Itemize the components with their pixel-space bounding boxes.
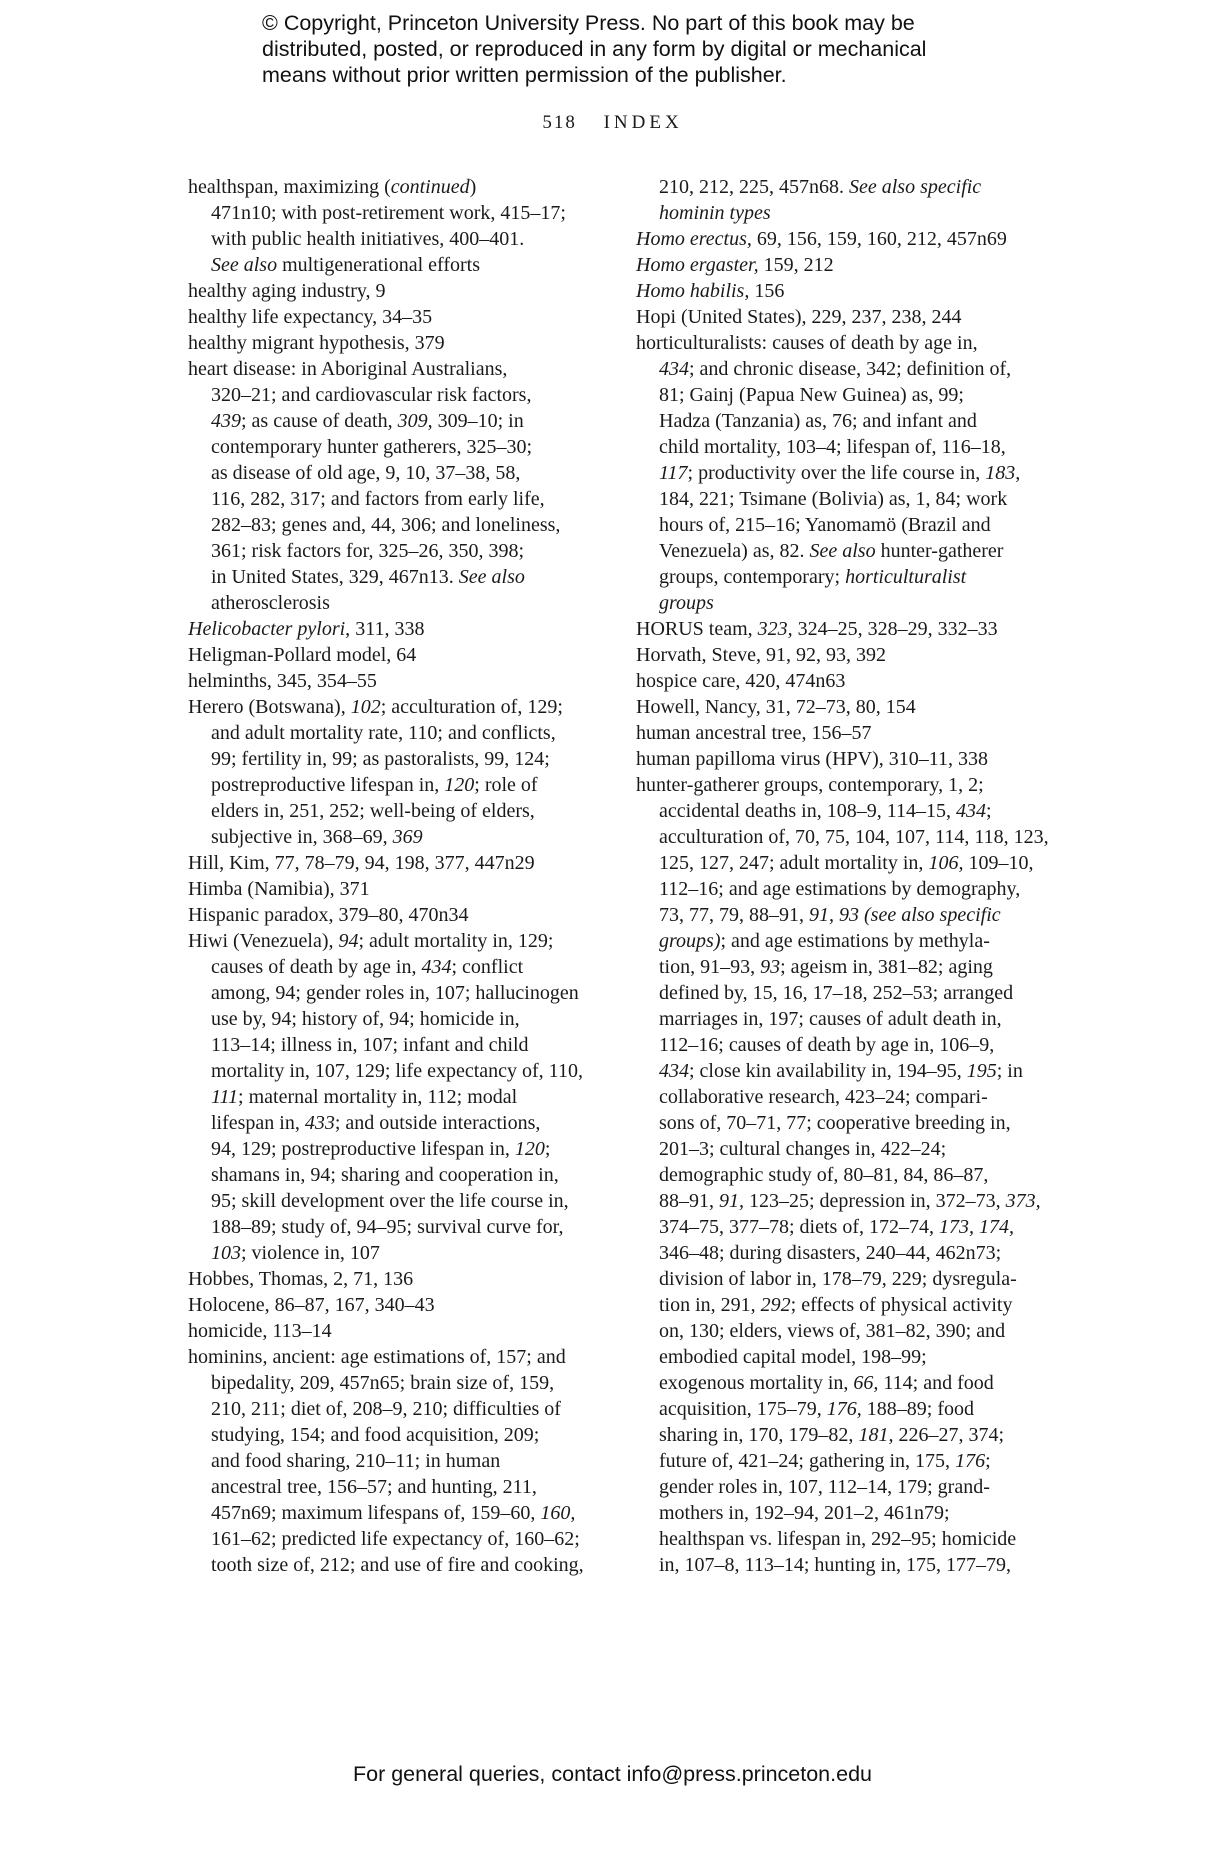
index-entry — [188, 694, 613, 720]
index-entry — [636, 720, 1061, 746]
index-text-run: 66, — [853, 1372, 879, 1394]
index-entry-continuation — [188, 1422, 613, 1448]
index-entry-continuation — [188, 1110, 613, 1136]
index-entry-continuation — [636, 512, 1061, 538]
index-text-run: 183, — [985, 462, 1021, 484]
index-text-run: 439 — [211, 410, 241, 432]
index-text-run: horticulturalist — [845, 566, 967, 588]
index-entry-continuation — [636, 1370, 1061, 1396]
index-text-run: with public health initiatives, 400–401. — [211, 228, 525, 250]
index-text-run: 94 — [338, 930, 359, 952]
index-text-run: 176 — [955, 1450, 986, 1472]
index-text-run: ; and age estimations by methyla- — [720, 930, 990, 952]
index-text-run: 112–16; causes of death by age in, 106–9, — [659, 1034, 995, 1056]
index-text-run: 282–83; genes and, 44, 306; and loneliness, — [211, 514, 561, 536]
index-entry-continuation — [188, 824, 613, 850]
index-text-run: 113–14; illness in, 107; infant and child — [211, 1034, 529, 1056]
index-entry-continuation — [636, 1032, 1061, 1058]
index-text-run: 311, 338 — [350, 618, 425, 640]
index-entry-continuation — [636, 1084, 1061, 1110]
index-text-run: sons of, 70–71, 77; cooperative breeding in, — [659, 1112, 1011, 1134]
index-entry — [188, 278, 613, 304]
index-text-run: 111 — [211, 1086, 239, 1108]
index-text-run: Helicobacter pylori, — [188, 618, 351, 640]
index-text-run: healthspan vs. lifespan in, 292–95; homicide — [659, 1528, 1017, 1550]
index-text-run: 373, — [1005, 1190, 1041, 1212]
index-entry — [188, 668, 613, 694]
index-text-run: Hispanic paradox, 379–80, 470n34 — [188, 904, 469, 926]
index-text-run: 69, 156, 159, 160, 212, 457n69 — [751, 228, 1007, 250]
index-entry — [188, 902, 613, 928]
index-text-run: ; conflict — [451, 956, 524, 978]
index-entry-continuation — [636, 356, 1061, 382]
index-text-run: 156 — [749, 280, 785, 302]
index-entry-continuation — [636, 850, 1061, 876]
index-text-run: ; — [544, 1138, 551, 1160]
index-text-run: 188–89; study of, 94–95; survival curve for, — [211, 1216, 564, 1238]
copyright-line: distributed, posted, or reproduced in any form by digital or mechanical — [262, 37, 927, 61]
index-text-run: among, 94; gender roles in, 107; hallucinogen — [211, 982, 579, 1004]
index-text-run: 374–75, 377–78; diets of, 172–74, — [659, 1216, 939, 1238]
index-text-run: ; in — [996, 1060, 1023, 1082]
index-text-run: hunter-gatherer — [875, 540, 1004, 562]
index-text-run: elders in, 251, 252; well-being of elders, — [211, 800, 535, 822]
section-title: INDEX — [603, 112, 683, 133]
index-text-run: 210, 212, 225, 457n68. — [659, 176, 849, 198]
index-text-run: collaborative research, 423–24; compari- — [659, 1086, 988, 1108]
index-entry-continuation — [188, 1370, 613, 1396]
index-entry-continuation — [188, 434, 613, 460]
index-entry-continuation — [188, 538, 613, 564]
index-text-run: 188–89; food — [861, 1398, 974, 1420]
index-entry-continuation — [636, 564, 1061, 590]
index-text-run: hominin types — [659, 202, 771, 224]
index-entry-continuation — [188, 1526, 613, 1552]
index-text-run: 292 — [760, 1294, 791, 1316]
index-text-run: acculturation of, 70, 75, 104, 107, 114, 118, 123, — [659, 826, 1049, 848]
index-text-run: human ancestral tree, 156–57 — [636, 722, 872, 744]
index-entry-continuation — [188, 408, 613, 434]
index-text-run: 434 — [421, 956, 452, 978]
index-text-run: 434 — [955, 800, 986, 822]
index-text-run: in United States, 329, 467n13. — [211, 566, 459, 588]
index-entry-continuation — [636, 928, 1061, 954]
index-text-run: human papilloma virus (HPV), 310–11, 338 — [636, 748, 989, 770]
page-number: 518 — [542, 112, 577, 133]
index-text-run: ; adult mortality in, 129; — [358, 930, 554, 952]
index-text-run: Hadza (Tanzania) as, 76; and infant and — [659, 410, 977, 432]
index-text-run: Hobbes, Thomas, 2, 71, 136 — [188, 1268, 414, 1290]
index-entry-continuation — [188, 798, 613, 824]
index-entry-continuation — [188, 954, 613, 980]
index-text-run: 95; skill development over the life course in, — [211, 1190, 569, 1212]
index-text-run: ; as cause of death, — [241, 410, 398, 432]
index-text-run: on, 130; elders, views of, 381–82, 390; and — [659, 1320, 1006, 1342]
index-entry-continuation — [636, 1552, 1061, 1578]
index-text-run: Hill, Kim, 77, 78–79, 94, 198, 377, 447n29 — [188, 852, 535, 874]
index-text-run: ; — [985, 1450, 991, 1472]
index-text-run: 91, — [719, 1190, 744, 1212]
index-entry — [636, 668, 1061, 694]
index-text-run: 117 — [659, 462, 688, 484]
index-entry-continuation — [188, 1058, 613, 1084]
index-entry-continuation — [636, 1188, 1061, 1214]
index-text-run: ; acculturation of, 129; — [380, 696, 563, 718]
index-text-run: 176, — [826, 1398, 862, 1420]
index-text-run: lifespan in, — [211, 1112, 305, 1134]
index-text-run: 120 — [444, 774, 475, 796]
index-entry-continuation — [188, 1500, 613, 1526]
index-text-run: tion, 91–93, — [659, 956, 761, 978]
index-entry-continuation — [188, 1240, 613, 1266]
copyright-line: means without prior written permission of the publisher. — [262, 63, 787, 87]
index-text-run: in, 107–8, 113–14; hunting in, 175, 177–79, — [659, 1554, 1012, 1576]
index-text-run: 103 — [211, 1242, 241, 1264]
index-text-run: subjective in, 368–69, — [211, 826, 393, 848]
index-text-run: gender roles in, 107, 112–14, 179; grand- — [659, 1476, 990, 1498]
index-entry — [188, 174, 613, 200]
index-entry-continuation — [188, 1396, 613, 1422]
index-entry-continuation — [188, 252, 613, 278]
index-entry-continuation — [636, 1266, 1061, 1292]
index-text-run: causes of death by age in, — [211, 956, 422, 978]
index-entry — [636, 226, 1061, 252]
index-entry-continuation — [188, 772, 613, 798]
index-text-run: 161–62; predicted life expectancy of, 160–62; — [211, 1528, 580, 1550]
index-text-run: Herero (Botswana), — [188, 696, 351, 718]
index-text-run: sharing in, 170, 179–82, — [659, 1424, 859, 1446]
index-text-run: studying, 154; and food acquisition, 209; — [211, 1424, 540, 1446]
index-text-run: accidental deaths in, 108–9, 114–15, — [659, 800, 956, 822]
index-text-run: 346–48; during disasters, 240–44, 462n73; — [659, 1242, 1002, 1264]
index-text-run: 184, 221; Tsimane (Bolivia) as, 1, 84; work — [659, 488, 1008, 510]
index-text-run: ancestral tree, 156–57; and hunting, 211, — [211, 1476, 537, 1498]
index-text-run: 73, 77, 79, 88–91, — [659, 904, 809, 926]
index-text-run: 195 — [966, 1060, 997, 1082]
index-text-run: Homo erectus, — [636, 228, 752, 250]
index-entry-continuation — [636, 1318, 1061, 1344]
index-text-run: 181, — [858, 1424, 894, 1446]
index-entry-continuation — [188, 486, 613, 512]
index-text-run: hours of, 215–16; Yanomamö (Brazil and — [659, 514, 991, 536]
index-text-run: ) — [469, 176, 477, 198]
index-text-run: 102 — [350, 696, 381, 718]
index-entry-continuation — [636, 408, 1061, 434]
index-entry-continuation — [188, 746, 613, 772]
index-text-run: 91, 93 (see also specific — [809, 904, 1001, 926]
index-text-run: as disease of old age, 9, 10, 37–38, 58, — [211, 462, 521, 484]
index-entry-continuation — [636, 460, 1061, 486]
index-text-run: 173, 174, — [939, 1216, 1014, 1238]
index-entry-continuation — [636, 798, 1061, 824]
index-entry-continuation — [636, 902, 1061, 928]
index-text-run: tooth size of, 212; and use of fire and cooking, — [211, 1554, 584, 1576]
index-text-run: ; and outside interactions, — [334, 1112, 541, 1134]
index-entry-continuation — [636, 824, 1061, 850]
index-text-run: Hopi (United States), 229, 237, 238, 244 — [636, 306, 962, 328]
index-text-run: 210, 211; diet of, 208–9, 210; difficulties of — [211, 1398, 561, 1420]
index-entry-continuation — [636, 434, 1061, 460]
index-entry-continuation — [188, 1006, 613, 1032]
index-entry-continuation — [636, 1422, 1061, 1448]
index-text-run: 323, — [757, 618, 793, 640]
index-text-run: 201–3; cultural changes in, 422–24; — [659, 1138, 947, 1160]
index-text-run: continued — [390, 176, 470, 198]
index-text-run: 159, 212 — [758, 254, 834, 276]
index-text-run: heart disease: in Aboriginal Australians, — [188, 358, 508, 380]
index-text-run: HORUS team, — [636, 618, 758, 640]
index-entry-continuation — [188, 720, 613, 746]
index-text-run: mortality in, 107, 129; life expectancy of, 110, — [211, 1060, 583, 1082]
index-entry-continuation — [188, 1188, 613, 1214]
index-text-run: marriages in, 197; causes of adult death in, — [659, 1008, 1002, 1030]
index-entry-continuation — [188, 460, 613, 486]
index-text-run: 94, 129; postreproductive lifespan in, — [211, 1138, 515, 1160]
index-entry-continuation — [188, 980, 613, 1006]
index-entry-continuation — [188, 1448, 613, 1474]
index-text-run: 114; and food — [878, 1372, 994, 1394]
index-entry — [636, 694, 1061, 720]
index-entry — [188, 616, 613, 642]
index-column-right — [636, 174, 1061, 1578]
index-text-run: Homo ergaster, — [636, 254, 759, 276]
index-text-run: hunter-gatherer groups, contemporary, 1, 2; — [636, 774, 984, 796]
index-entry-continuation — [636, 1292, 1061, 1318]
index-text-run: See also — [211, 254, 278, 276]
index-text-run: helminths, 345, 354–55 — [188, 670, 377, 692]
index-text-run: 160, — [540, 1502, 576, 1524]
index-entry-continuation — [636, 876, 1061, 902]
index-text-run: Himba (Namibia), 371 — [188, 878, 370, 900]
index-entry-continuation — [636, 1240, 1061, 1266]
index-entry-continuation — [636, 980, 1061, 1006]
index-text-run: 309 — [397, 410, 428, 432]
index-text-run: ; ageism in, 381–82; aging — [780, 956, 993, 978]
index-column-left — [188, 174, 613, 1578]
index-text-run: ; role of — [474, 774, 538, 796]
index-entry-continuation — [636, 1500, 1061, 1526]
index-text-run: Hiwi (Venezuela), — [188, 930, 339, 952]
index-entry-continuation — [188, 200, 613, 226]
index-text-run: postreproductive lifespan in, — [211, 774, 445, 796]
index-entry-continuation — [636, 538, 1061, 564]
index-entry-continuation — [188, 1214, 613, 1240]
index-text-run: Heligman-Pollard model, 64 — [188, 644, 417, 666]
copyright-notice — [262, 10, 1022, 88]
index-entry-continuation — [636, 1448, 1061, 1474]
index-entry-continuation — [188, 1032, 613, 1058]
index-entry-continuation — [188, 564, 613, 590]
index-entry — [636, 746, 1061, 772]
index-entry — [636, 772, 1061, 798]
index-entry-continuation — [188, 1552, 613, 1578]
index-entry-continuation — [636, 486, 1061, 512]
index-text-run: division of labor in, 178–79, 229; dysregula- — [659, 1268, 1017, 1290]
index-entry-continuation — [188, 382, 613, 408]
index-text-run: 471n10; with post-retirement work, 415–17; — [211, 202, 566, 224]
index-text-run: 81; Gainj (Papua New Guinea) as, 99; — [659, 384, 964, 406]
index-text-run: healthy life expectancy, 34–35 — [188, 306, 433, 328]
index-entry — [188, 356, 613, 382]
index-text-run: acquisition, 175–79, — [659, 1398, 827, 1420]
index-entry — [188, 1292, 613, 1318]
index-text-run: hominins, ancient: age estimations of, 157; and — [188, 1346, 566, 1368]
index-entry-continuation — [636, 1110, 1061, 1136]
index-text-run: shamans in, 94; sharing and cooperation in, — [211, 1164, 559, 1186]
index-text-run: 434 — [659, 1060, 689, 1082]
index-text-run: healthy migrant hypothesis, 379 — [188, 332, 445, 354]
index-entry-continuation — [636, 1006, 1061, 1032]
index-text-run: 457n69; maximum lifespans of, 159–60, — [211, 1502, 541, 1524]
index-entry-continuation — [636, 1162, 1061, 1188]
index-text-run: groups) — [659, 930, 721, 952]
index-text-run: 434 — [659, 358, 689, 380]
index-text-run: 361; risk factors for, 325–26, 350, 398; — [211, 540, 525, 562]
copyright-line: © Copyright, Princeton University Press. No part of this book may be — [262, 11, 915, 35]
index-entry-continuation — [188, 226, 613, 252]
index-text-run: 433 — [304, 1112, 335, 1134]
index-entry-continuation — [636, 954, 1061, 980]
index-text-run: See also — [809, 540, 876, 562]
index-entry — [636, 330, 1061, 356]
index-entry — [188, 1266, 613, 1292]
index-text-run: 99; fertility in, 99; as pastoralists, 99, 124; — [211, 748, 550, 770]
index-text-run: 116, 282, 317; and factors from early life, — [211, 488, 545, 510]
index-entry — [188, 876, 613, 902]
index-text-run: ; close kin availability in, 194–95, — [689, 1060, 967, 1082]
index-text-run: use by, 94; history of, 94; homicide in, — [211, 1008, 520, 1030]
index-entry-continuation — [636, 174, 1061, 200]
index-text-run: 320–21; and cardiovascular risk factors, — [211, 384, 532, 406]
index-text-run: ; effects of physical activity — [790, 1294, 1013, 1316]
index-entry-continuation — [636, 200, 1061, 226]
index-text-run: contemporary hunter gatherers, 325–30; — [211, 436, 533, 458]
index-text-run: healthy aging industry, 9 — [188, 280, 386, 302]
index-entry-continuation — [636, 1474, 1061, 1500]
index-text-run: tion in, 291, — [659, 1294, 761, 1316]
index-entry — [188, 928, 613, 954]
index-text-run: 120 — [514, 1138, 545, 1160]
index-text-run: healthspan, maximizing ( — [188, 176, 391, 198]
index-entry-continuation — [636, 1344, 1061, 1370]
index-text-run: homicide, 113–14 — [188, 1320, 332, 1342]
index-entry — [636, 278, 1061, 304]
index-entry-continuation — [636, 382, 1061, 408]
index-text-run: Venezuela) as, 82. — [659, 540, 810, 562]
index-text-run: 369 — [392, 826, 423, 848]
index-text-run: and food sharing, 210–11; in human — [211, 1450, 501, 1472]
index-entry — [188, 850, 613, 876]
index-text-run: ; — [985, 800, 992, 822]
index-entry — [636, 616, 1061, 642]
index-entry — [188, 1318, 613, 1344]
index-entry — [188, 304, 613, 330]
index-entry-continuation — [188, 512, 613, 538]
running-head — [0, 112, 1225, 134]
index-text-run: horticulturalists: causes of death by age in, — [636, 332, 978, 354]
index-text-run: demographic study of, 80–81, 84, 86–87, — [659, 1164, 989, 1186]
index-text-run: mothers in, 192–94, 201–2, 461n79; — [659, 1502, 950, 1524]
index-text-run: 324–25, 328–29, 332–33 — [792, 618, 998, 640]
index-entry — [636, 642, 1061, 668]
index-text-run: 125, 127, 247; adult mortality in, — [659, 852, 929, 874]
index-entry — [636, 304, 1061, 330]
index-entry — [636, 252, 1061, 278]
index-text-run: 88–91, — [659, 1190, 719, 1212]
index-entry-continuation — [188, 1136, 613, 1162]
index-text-run: groups — [659, 592, 714, 614]
index-text-run: 93 — [760, 956, 781, 978]
index-text-run: hospice care, 420, 474n63 — [636, 670, 846, 692]
index-text-run: atherosclerosis — [211, 592, 330, 614]
index-entry — [188, 642, 613, 668]
index-text-run: Howell, Nancy, 31, 72–73, 80, 154 — [636, 696, 916, 718]
index-entry-continuation — [636, 1214, 1061, 1240]
index-text-run: ; and chronic disease, 342; definition of, — [689, 358, 1012, 380]
index-text-run: multigenerational efforts — [277, 254, 480, 276]
index-text-run: 123–25; depression in, 372–73, — [744, 1190, 1006, 1212]
index-text-run: Holocene, 86–87, 167, 340–43 — [188, 1294, 435, 1316]
index-entry-continuation — [636, 590, 1061, 616]
index-text-run: future of, 421–24; gathering in, 175, — [659, 1450, 956, 1472]
index-text-run: defined by, 15, 16, 17–18, 252–53; arranged — [659, 982, 1014, 1004]
index-entry — [188, 330, 613, 356]
index-text-run: See also — [458, 566, 525, 588]
index-text-run: ; productivity over the life course in, — [687, 462, 986, 484]
index-text-run: , 309–10; in — [427, 410, 524, 432]
index-text-run: 106, — [928, 852, 964, 874]
index-text-run: exogenous mortality in, — [659, 1372, 854, 1394]
index-text-run: and adult mortality rate, 110; and conflicts, — [211, 722, 556, 744]
index-entry-continuation — [636, 1526, 1061, 1552]
index-text-run: groups, contemporary; — [659, 566, 846, 588]
index-text-run: 226–27, 374; — [893, 1424, 1004, 1446]
index-text-run: child mortality, 103–4; lifespan of, 116–18, — [659, 436, 1006, 458]
index-entry-continuation — [188, 1084, 613, 1110]
index-entry-continuation — [636, 1396, 1061, 1422]
index-text-run: Homo habilis, — [636, 280, 750, 302]
index-entry-continuation — [636, 1058, 1061, 1084]
index-entry — [188, 1344, 613, 1370]
index-text-run: 109–10, — [963, 852, 1034, 874]
index-text-run: bipedality, 209, 457n65; brain size of, 159, — [211, 1372, 555, 1394]
index-text-run: Horvath, Steve, 91, 92, 93, 392 — [636, 644, 886, 666]
index-entry-continuation — [188, 590, 613, 616]
index-text-run: 112–16; and age estimations by demography, — [659, 878, 1021, 900]
index-text-run: ; maternal mortality in, 112; modal — [238, 1086, 518, 1108]
index-entry-continuation — [636, 1136, 1061, 1162]
index-entry-continuation — [188, 1474, 613, 1500]
footer-contact: For general queries, contact info@press.princeton.edu — [352, 1762, 872, 1786]
index-text-run: embodied capital model, 198–99; — [659, 1346, 927, 1368]
index-text-run: ; violence in, 107 — [241, 1242, 380, 1264]
index-text-run: See also specific — [849, 176, 982, 198]
index-entry-continuation — [188, 1162, 613, 1188]
